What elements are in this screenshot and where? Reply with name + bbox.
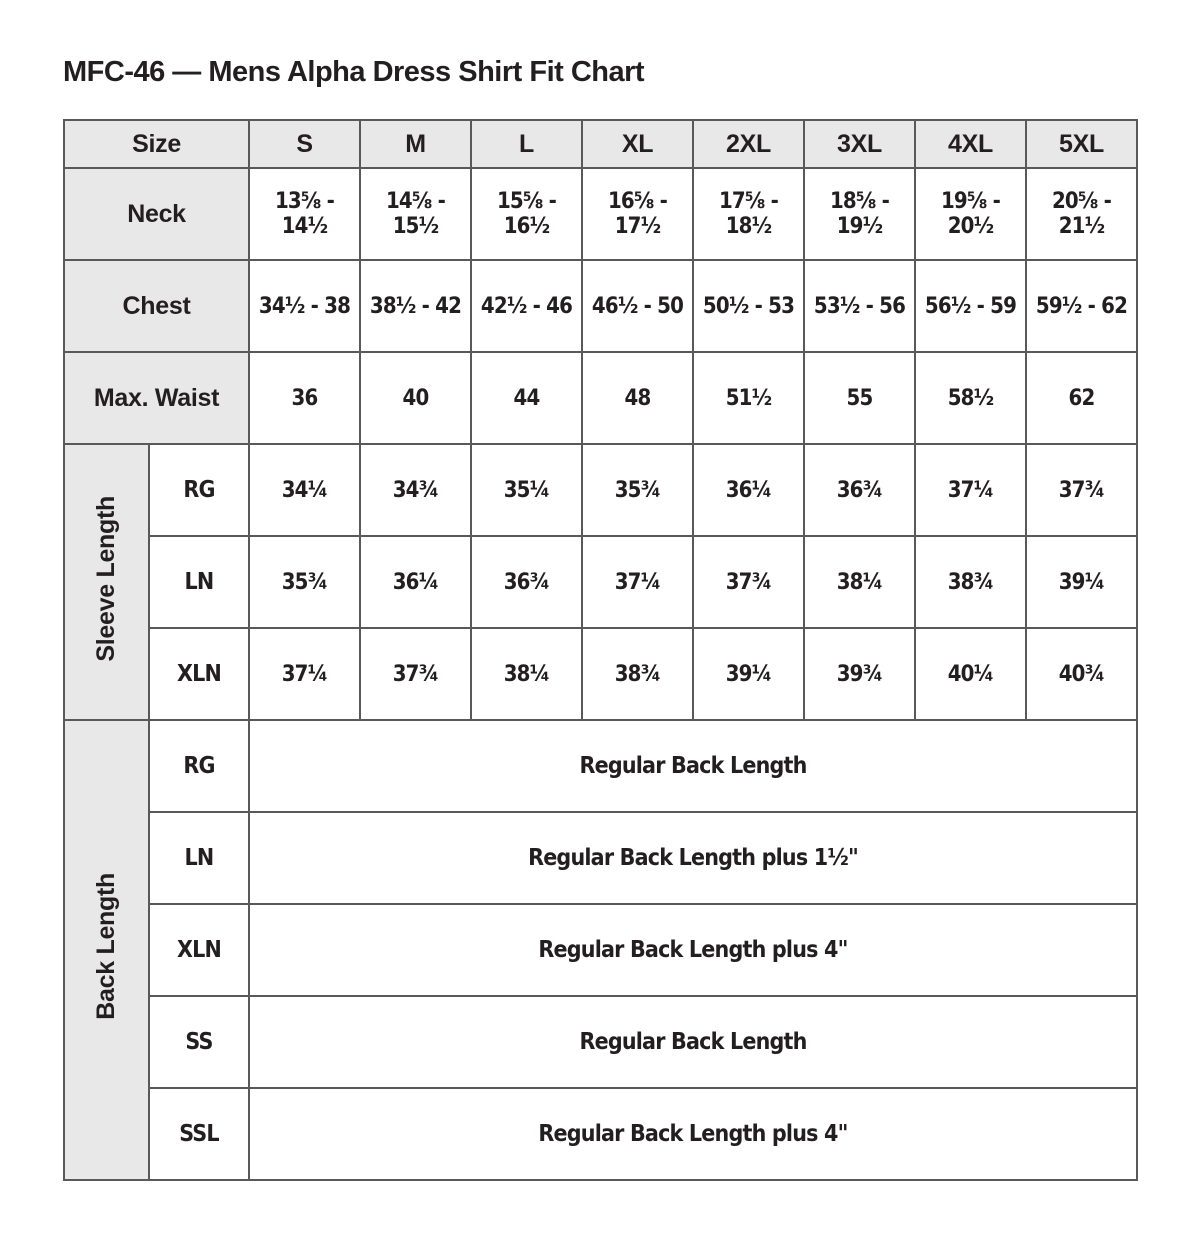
back-ln-description-cell: Regular Back Length plus 1½" xyxy=(249,812,1137,904)
back-ss-description-cell: Regular Back Length xyxy=(249,996,1137,1088)
back-fit-label-rg: RG xyxy=(149,720,249,812)
back-length-vertical-text: Back Length xyxy=(92,873,120,1020)
back-ss-row xyxy=(64,996,1137,1088)
chest-value-cell: 42½ - 46 xyxy=(471,260,582,352)
sleeve-rg-row xyxy=(64,444,1137,536)
neck-row xyxy=(64,168,1137,260)
sleeve-xln-value-cell: 38¾ xyxy=(582,628,693,720)
sleeve-rg-value-cell: 34¾ xyxy=(360,444,471,536)
sleeve-ln-row xyxy=(64,536,1137,628)
sleeve-ln-value-cell: 36¾ xyxy=(471,536,582,628)
sleeve-xln-value-cell: 37¾ xyxy=(360,628,471,720)
back-ln-row xyxy=(64,812,1137,904)
chest-value-cell: 56½ - 59 xyxy=(915,260,1026,352)
chest-value-cell: 59½ - 62 xyxy=(1026,260,1137,352)
size-column-header: L xyxy=(471,120,582,168)
size-column-header: 5XL xyxy=(1026,120,1137,168)
sleeve-xln-value-cell: 40¼ xyxy=(915,628,1026,720)
back-fit-label-ln: LN xyxy=(149,812,249,904)
back-rg-row xyxy=(64,720,1137,812)
max-waist-value-cell: 51½ xyxy=(693,352,804,444)
chest-row-label: Chest xyxy=(64,260,249,352)
back-ssl-description-cell: Regular Back Length plus 4" xyxy=(249,1088,1137,1180)
back-xln-row xyxy=(64,904,1137,996)
size-column-header: M xyxy=(360,120,471,168)
sleeve-fit-label-ln: LN xyxy=(149,536,249,628)
sleeve-ln-value-cell: 39¼ xyxy=(1026,536,1137,628)
neck-value-cell: 16⅝ - 17½ xyxy=(582,168,693,260)
neck-value-cell: 14⅝ - 15½ xyxy=(360,168,471,260)
chest-value-cell: 38½ - 42 xyxy=(360,260,471,352)
chest-value-cell: 53½ - 56 xyxy=(804,260,915,352)
sleeve-ln-value-cell: 37¾ xyxy=(693,536,804,628)
sleeve-fit-label-rg: RG xyxy=(149,444,249,536)
sleeve-rg-value-cell: 35¼ xyxy=(471,444,582,536)
max-waist-value-cell: 44 xyxy=(471,352,582,444)
back-ssl-row xyxy=(64,1088,1137,1180)
chest-value-cell: 46½ - 50 xyxy=(582,260,693,352)
max-waist-row-label: Max. Waist xyxy=(64,352,249,444)
max-waist-row xyxy=(64,352,1137,444)
neck-value-cell: 20⅝ - 21½ xyxy=(1026,168,1137,260)
sleeve-ln-value-cell: 35¾ xyxy=(249,536,360,628)
sleeve-xln-value-cell: 37¼ xyxy=(249,628,360,720)
sleeve-xln-value-cell: 38¼ xyxy=(471,628,582,720)
size-column-header: 4XL xyxy=(915,120,1026,168)
sleeve-rg-value-cell: 37¾ xyxy=(1026,444,1137,536)
back-length-section-label xyxy=(64,720,149,1180)
back-fit-label-ss: SS xyxy=(149,996,249,1088)
sleeve-ln-value-cell: 38¼ xyxy=(804,536,915,628)
sleeve-rg-value-cell: 35¾ xyxy=(582,444,693,536)
max-waist-value-cell: 48 xyxy=(582,352,693,444)
sleeve-xln-value-cell: 39¾ xyxy=(804,628,915,720)
sleeve-rg-value-cell: 34¼ xyxy=(249,444,360,536)
sleeve-length-section-label xyxy=(64,444,149,720)
max-waist-value-cell: 40 xyxy=(360,352,471,444)
sleeve-ln-value-cell: 37¼ xyxy=(582,536,693,628)
back-xln-description-cell: Regular Back Length plus 4" xyxy=(249,904,1137,996)
sleeve-fit-label-xln: XLN xyxy=(149,628,249,720)
sleeve-length-vertical-text: Sleeve Length xyxy=(92,495,120,662)
max-waist-value-cell: 55 xyxy=(804,352,915,444)
page-title: MFC-46 — Mens Alpha Dress Shirt Fit Chart xyxy=(63,56,645,88)
sleeve-rg-value-cell: 36¾ xyxy=(804,444,915,536)
neck-row-label: Neck xyxy=(64,168,249,260)
sleeve-rg-value-cell: 37¼ xyxy=(915,444,1026,536)
max-waist-value-cell: 62 xyxy=(1026,352,1137,444)
sleeve-xln-value-cell: 40¾ xyxy=(1026,628,1137,720)
sleeve-rg-value-cell: 36¼ xyxy=(693,444,804,536)
chest-value-cell: 34½ - 38 xyxy=(249,260,360,352)
sleeve-ln-value-cell: 38¾ xyxy=(915,536,1026,628)
sleeve-xln-row xyxy=(64,628,1137,720)
max-waist-value-cell: 58½ xyxy=(915,352,1026,444)
neck-value-cell: 17⅝ - 18½ xyxy=(693,168,804,260)
size-column-header: XL xyxy=(582,120,693,168)
neck-value-cell: 19⅝ - 20½ xyxy=(915,168,1026,260)
neck-value-cell: 15⅝ - 16½ xyxy=(471,168,582,260)
fit-chart-table xyxy=(63,119,1138,1181)
back-fit-label-xln: XLN xyxy=(149,904,249,996)
chest-value-cell: 50½ - 53 xyxy=(693,260,804,352)
sleeve-ln-value-cell: 36¼ xyxy=(360,536,471,628)
size-column-header: S xyxy=(249,120,360,168)
neck-value-cell: 18⅝ - 19½ xyxy=(804,168,915,260)
neck-value-cell: 13⅝ - 14½ xyxy=(249,168,360,260)
back-rg-description-cell: Regular Back Length xyxy=(249,720,1137,812)
size-column-header: 2XL xyxy=(693,120,804,168)
size-header-row xyxy=(64,120,1137,168)
size-column-header: 3XL xyxy=(804,120,915,168)
sleeve-xln-value-cell: 39¼ xyxy=(693,628,804,720)
max-waist-value-cell: 36 xyxy=(249,352,360,444)
chest-row xyxy=(64,260,1137,352)
back-fit-label-ssl: SSL xyxy=(149,1088,249,1180)
size-header-cell: Size xyxy=(64,120,249,168)
